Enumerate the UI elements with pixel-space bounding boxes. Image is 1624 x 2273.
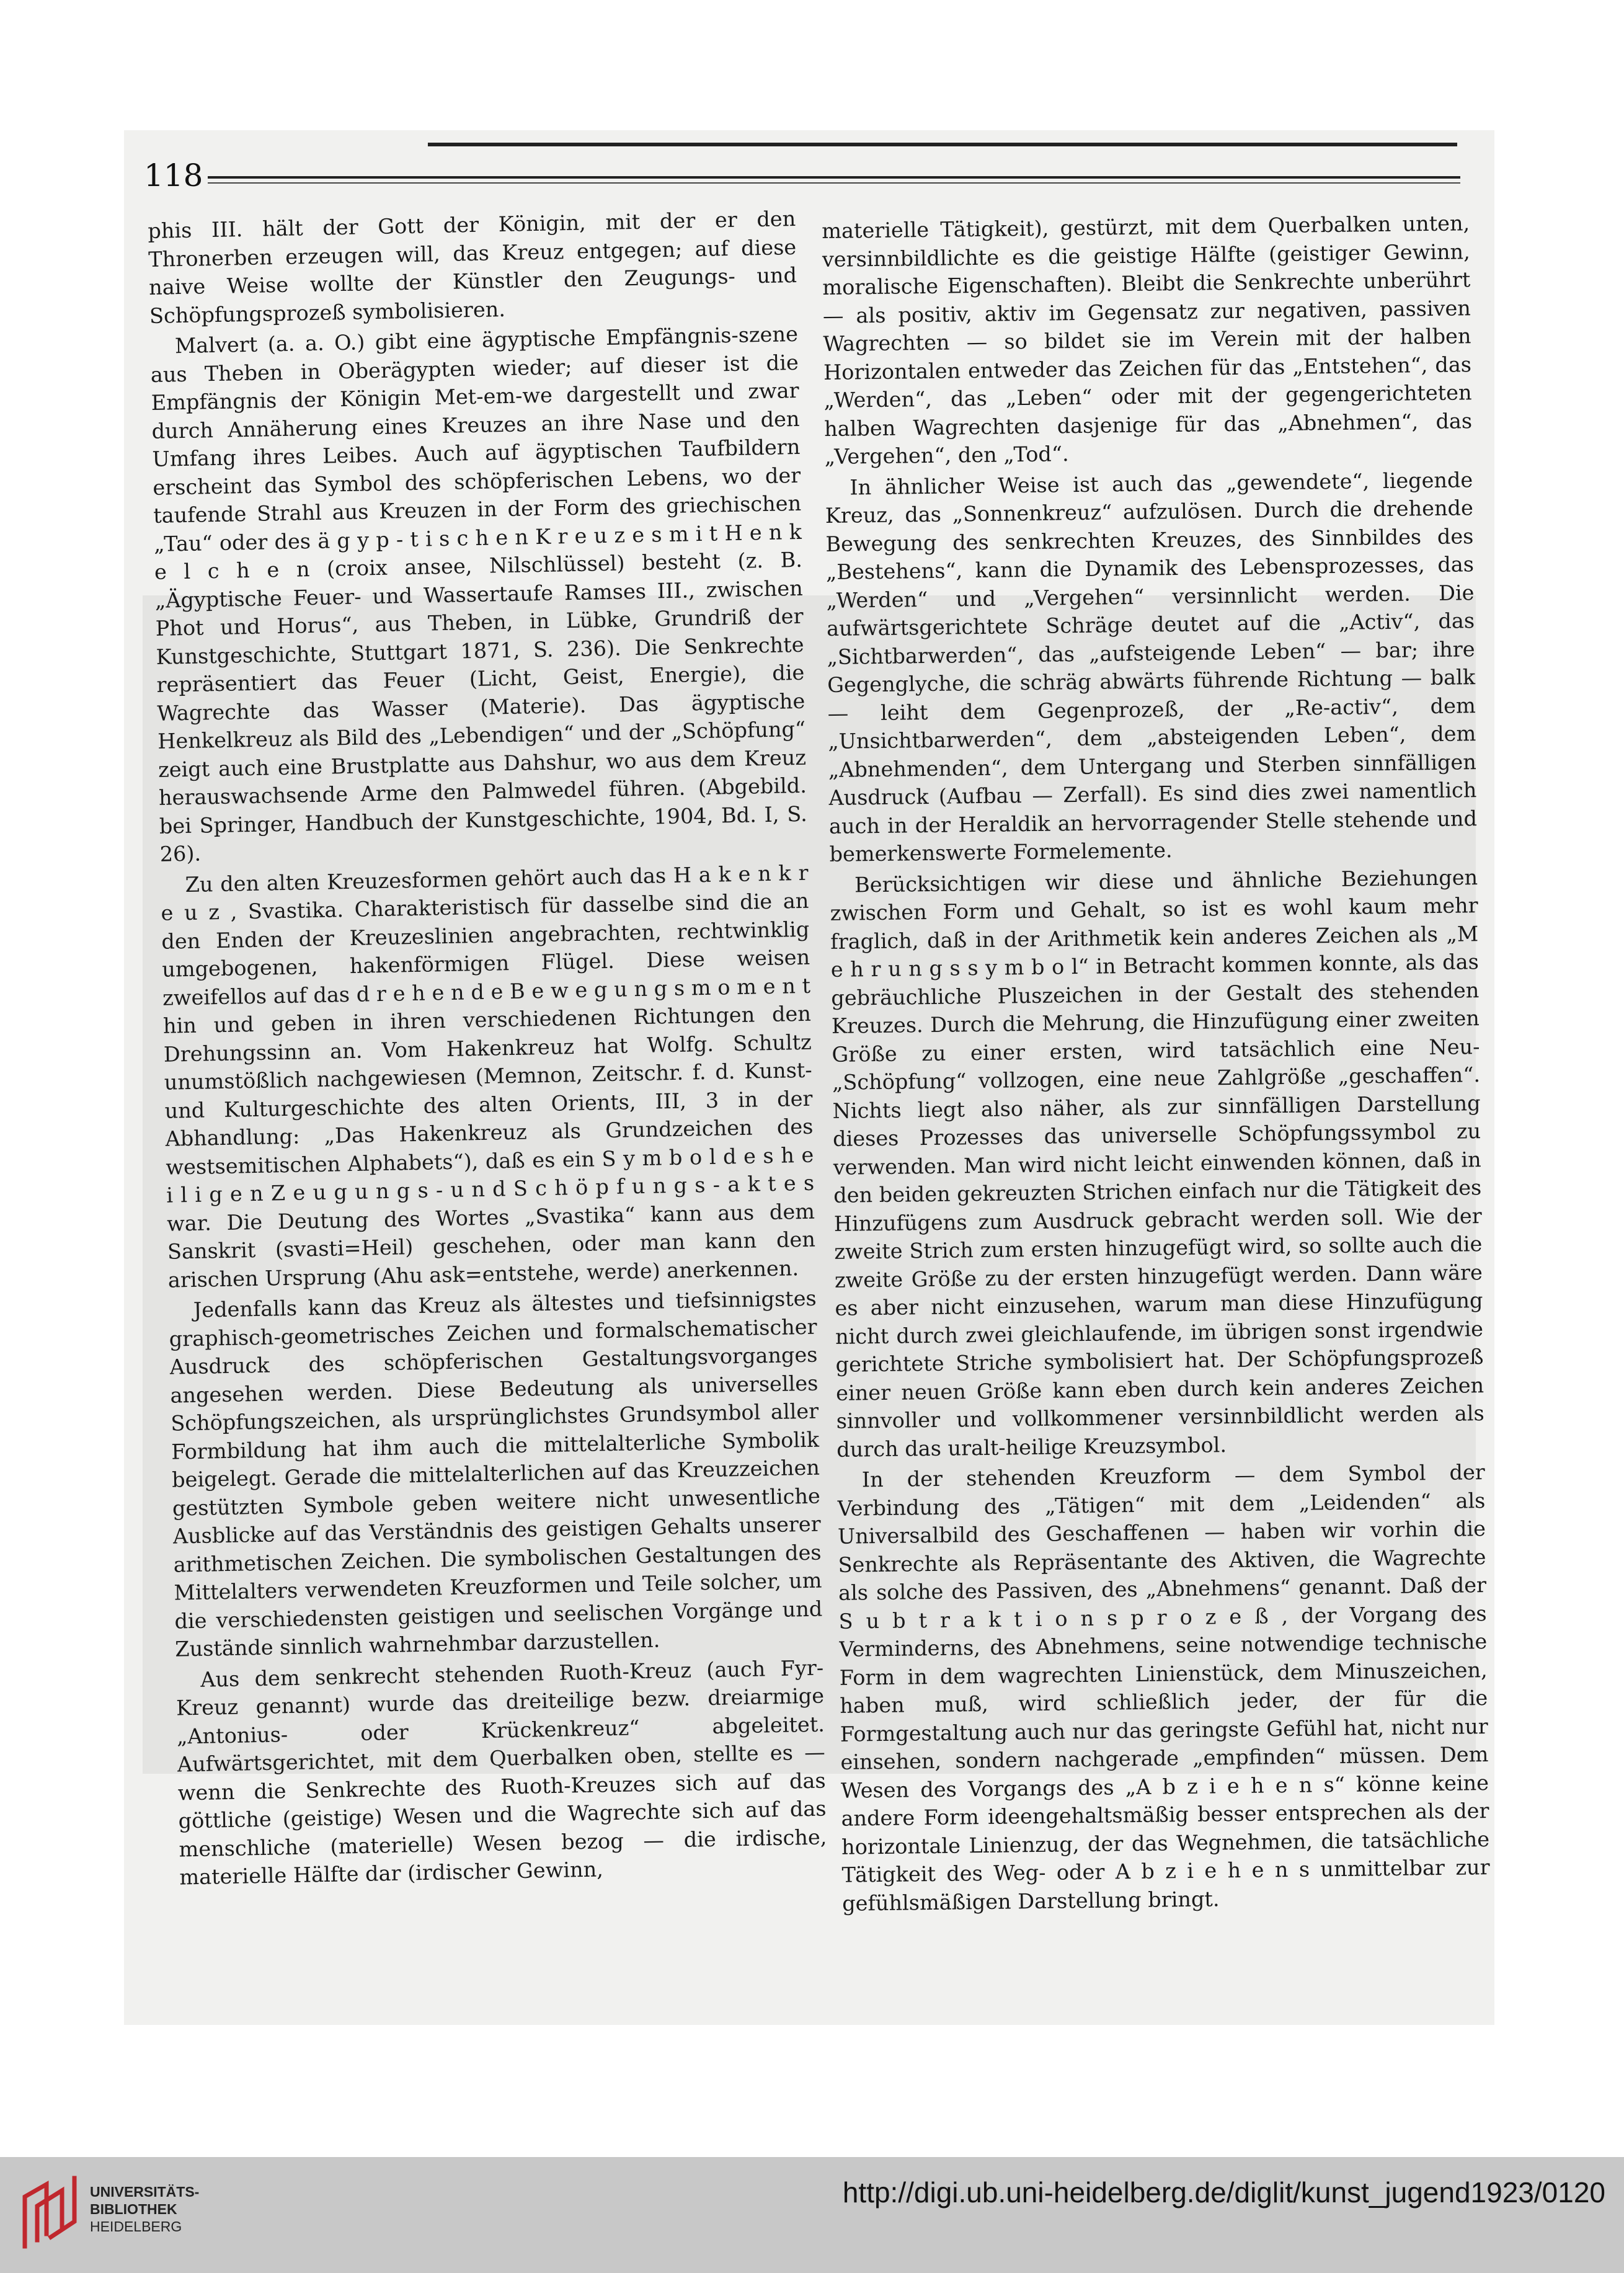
footer-bar — [0, 2157, 1624, 2273]
page-number: 118 — [144, 158, 203, 193]
paragraph: Berücksichtigen wir diese und ähnliche Beziehungen zwischen Form und Gehalt, so ist es wohl kaum mehr fraglich, daß in der Arithmetik kein anderes Zeichen als „M e h r u n g s s y m b o l“ in Betracht kommen konnte, als das gebräuchliche Pluszeichen in der Gestalt des stehenden Kreuzes. Durch die Mehrung, die Hinzufügung einer zweiten Größe zu einer ersten, wird tatsächlich eine Neu-„Schöpfung“ vollzogen, eine neue Zahlgröße „geschaffen“. Nichts liegt also näher, als zur sinnfälligen Darstellung dieses Prozesses das universelle Schöpfungssymbol zu verwenden. Man wird nicht leicht einwenden können, daß in den beiden gekreuzten Strichen einfach nur die Tätigkeit des Hinzufügens zum Ausdruck gebracht werden soll. Wie der zweite Strich zum ersten hinzugefügt wird, so sollte auch die zweite Größe zu der ersten hinzugefügt werden. Dann wäre es aber nicht einzusehen, warum man diese Hinzufügung nicht durch zwei gleichlaufende, im übrigen sonst irgendwie gerichtete Striche symbolisiert hat. Der Schöpfungsprozeß einer neuen Größe kann eben durch kein anderes Zeichen sinnvoller und vollkommener versinnbildlicht werden als durch das uralt-heilige Kreuzsymbol. — [830, 865, 1484, 1462]
paragraph: Aus dem senkrecht stehenden Ruoth-Kreuz (auch Fyr-Kreuz genannt) wurde das dreiteilige bezw. dreiarmige „Antonius- oder Krückenkreuz“ abgeleitet. Aufwärtsgerichtet, mit dem Querbalken oben, stellte es — wenn die Senkrechte des Ruoth-Kreuzes sich auf das göttliche (geistige) Wesen und die Wagrechte sich auf das menschliche (materielle) Wesen bezog — die irdische, materielle Hälfte dar (irdischer Gewinn, — [175, 1655, 827, 1890]
paragraph: In ähnlicher Weise ist auch das „gewendete“, liegende Kreuz, das „Sonnenkreuz“ aufzulösen. Durch die drehende Bewegung des senkrechten Kreuzes, des Sinnbildes des „Bestehens“, kann die Dynamik des Lebensprozesses, das „Werden“ und „Vergehen“ versinnlicht werden. Die aufwärtsgerichtete Schräge deutet auf die „Activ“, das „Sichtbarwerden“, das „aufsteigende Leben“ — bar; ihre Gegenglyche, die schräg abwärts führende Richtung — balk — leiht dem Gegenprozeß, der „Re-activ“, dem „Unsichtbarwerden“, dem „absteigenden Leben“, dem „Abnehmenden“, dem Untergang und Sterben sinnfälligen Ausdruck (Aufbau — Zerfall). Es sind dies zwei namentlich auch in der Heraldik an hervorragender Stelle stehende und bemerkenswerte Formelemente. — [825, 467, 1478, 866]
left-column — [148, 205, 830, 2016]
paragraph: Malvert (a. a. O.) gibt eine ägyptische Empfängnis-szene aus Theben in Oberägypten wieder; auf dieser ist die Empfängnis der Königin Met-em-we dargestellt und zwar durch Annäherung eines Kreuzes an ihre Nase und den Umfang ihres Leibes. Auch auf ägyptischen Taufbildern erscheint das Symbol des schöpferischen Lebens, wo der taufende Strahl aus Kreuzen in der Form des griechischen „Tau“ oder des ä g y p - t i s c h e n K r e u z e s m i t H e n k e l c h e n (croix ansee, Nilschlüssel) besteht (z. B. „Ägyptische Feuer- und Wassertaufe Ramses III., zwischen Phot und Horus“, aus Theben, in Lübke, Grundriß der Kunstgeschichte, Stuttgart 1871, S. 236). Die Senkrechte repräsentiert das Feuer (Licht, Geist, Energie), die Wagrechte das Wasser (Materie). Das ägyptische Henkelkreuz als Bild des „Lebendigen“ und der „Schöpfung“ zeigt auch eine Brustplatte aus Dahshur, wo aus dem Kreuz herauswachsende Arme den Palmwedel führen. (Abgebild. bei Springer, Handbuch der Kunstgeschichte, 1904, Bd. I, S. 26). — [150, 321, 808, 866]
paragraph: In der stehenden Kreuzform — dem Symbol der Verbindung des „Tätigen“ mit dem „Leidenden“ als Universalbild des Geschaffenen — haben wir vorhin die Senkrechte als Repräsentante des Aktiven, die Wagrechte als solche des Passiven, des „Abnehmens“ genannt. Daß der S u b t r a k t i o n s p r o z e ß , der Vorgang des Verminderns, des Abnehmens, seine notwendige technische Form in dem wagrechten Linienstück, dem Minuszeichen, haben muß, wird schließlich jeder, der für die Formgestaltung auch nur das geringste Gefühl hat, nicht nur einsehen, sondern nachgerade „empfinden“ müssen. Dem Wesen des Vorgangs des „A b z i e h e n s“ könne keine andere Form ideengehaltsmäßig besser entsprechen als der horizontale Linienzug, der das Wegnehmen, die tatsächliche Tätigkeit des Weg- oder A b z i e h e n s unmittelbar zur gefühlsmäßigen Darstellung bringt. — [837, 1460, 1490, 1916]
institution-line: HEIDELBERG — [90, 2218, 182, 2235]
paragraph: materielle Tätigkeit), gestürzt, mit dem Querbalken unten, versinnbildlichte es die geistige Hälfte (geistiger Gewinn, moralische Eigenschaften). Bleibt die Senkrechte unberührt — als positiv, aktiv im Gegensatz zur negativen, passiven Wagrechten — so bildet sie im Verein mit der halben Horizontalen entweder das Zeichen für das „Entstehen“, das „Werden“, das „Leben“ oder mit der gegengerichteten halben Wagrechten dasjenige für das „Abnehmen“, das „Vergehen“, den „Tod“. — [822, 211, 1473, 469]
institution-line: BIBLIOTHEK — [90, 2201, 177, 2217]
header-rule — [208, 176, 1460, 179]
library-logo-icon — [19, 2172, 81, 2253]
header-rule-top — [428, 143, 1457, 146]
right-column — [822, 209, 1491, 2016]
paragraph: phis III. hält der Gott der Königin, mit der er den Thronerben erzeugen will, das Kreuz entgegen; auf diese naive Weise wollte der Künstler den Zeugungs- und Schöpfungsprozeß symbolisieren. — [148, 206, 797, 328]
institution-name — [90, 2183, 199, 2235]
institution-line: UNIVERSITÄTS- — [90, 2184, 200, 2200]
paragraph: Jedenfalls kann das Kreuz als ältestes und tiefsinnigstes graphisch-geometrisches Zeichen und formalschematischer Ausdruck des schöpferischen Gestaltungsvorganges angesehen werden. Diese Bedeutung als universelles Schöpfungszeichen, als ursprünglichstes Grundsymbol aller Formbildung hat ihm auch die mittelalterliche Symbolik beigelegt. Gerade die mittelalterlichen auf das Kreuzzeichen gestützten Symbole geben weitere nicht unwesentliche Ausblicke auf das Verständnis des geistigen Gehalts unserer arithmetischen Zeichen. Die symbolischen Gestaltungen des Mittelalters verwendeten Kreuzformen und Teile solcher, um die verschiedensten geistigen und seelischen Vorgänge und Zustände sinnlich wahrnehmbar darzustellen. — [169, 1286, 823, 1661]
header-rule-thin — [208, 182, 1460, 184]
paragraph: Zu den alten Kreuzesformen gehört auch das H a k e n k r e u z , Svastika. Charakteristisch für dasselbe sind die an den Enden der Kreuzeslinien angebrachten, rechtwinklig umgebogenen, hakenförmigen Flügel. Diese weisen zweifellos auf das d r e h e n d e B e w e g u n g s m o m e n t hin und geben in ihren verschiedenen Richtungen den Drehungssinn an. Vom Hakenkreuz hat Wolfg. Schultz unumstößlich nachgewiesen (Memnon, Zeitschr. f. d. Kunst- und Kulturgeschichte des alten Orients, III, 3 in der Abhandlung: „Das Hakenkreuz als Grundzeichen des westsemitischen Alphabets“), daß es ein S y m b o l d e s h e i l i g e n Z e u g u n g s - u n d S c h ö p f u n g s - a k t e s war. Die Deutung des Wortes „Svastika“ kann aus dem Sanskrit (svasti=Heil) geschehen, oder man kann den arischen Ursprung (Ahu ask=entstehe, werde) anerkennen. — [161, 860, 816, 1292]
source-url-link[interactable]: http://digi.ub.uni-heidelberg.de/diglit/kunst_jugend1923/0120 — [842, 2176, 1605, 2209]
